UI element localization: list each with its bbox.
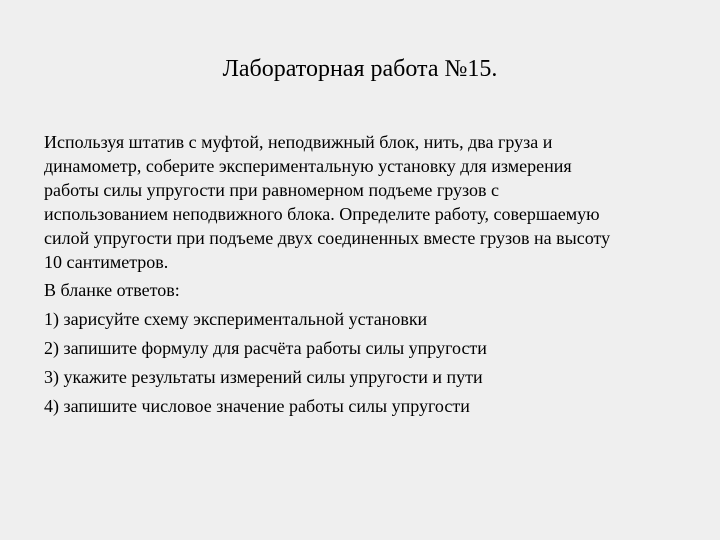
list-item [44,365,694,389]
list-item-text: 4) запишите числовое значение работы силы упругости [44,396,470,416]
list-item-text: 1) зарисуйте схему экспериментальной установки [44,309,428,329]
list-item [44,336,694,360]
list-item-text: 3) укажите результаты измерений силы упругости и пути [44,367,483,387]
task-line: использованием неподвижного блока. Определите работу, совершаемую [44,204,600,224]
answers-heading: В бланке ответов: [44,280,180,300]
slide-title: Лабораторная работа №15. [222,56,498,82]
task-line: работы силы упругости при равномерном подъеме грузов с [44,180,500,200]
list-item [44,394,694,418]
slide-body [44,130,694,423]
answers-list [44,307,694,418]
list-item [44,307,694,331]
list-item-text: 2) запишите формулу для расчёта работы силы упругости [44,338,487,358]
task-line: силой упругости при подъеме двух соединенных вместе грузов на высоту [44,228,611,248]
task-line: 10 сантиметров. [44,252,169,272]
task-line: динамометр, соберите экспериментальную установку для измерения [44,156,572,176]
task-description [44,130,694,274]
task-line: Используя штатив с муфтой, неподвижный блок, нить, два груза и [44,132,553,152]
